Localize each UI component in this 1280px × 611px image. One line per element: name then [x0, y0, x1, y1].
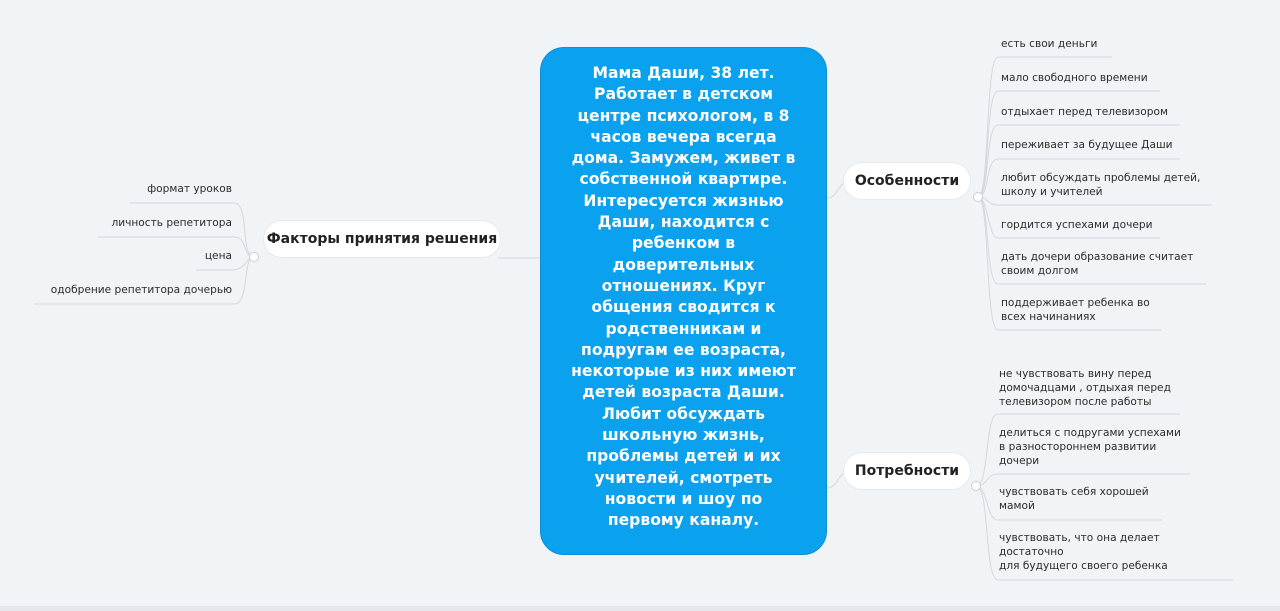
- leaf-need[interactable]: чувствовать себя хорошей мамой: [999, 486, 1149, 512]
- leaf-need[interactable]: чувствовать, что она делает достаточно для будущего своего ребенка: [999, 532, 1168, 572]
- leaf-feature[interactable]: переживает за будущее Даши: [1001, 139, 1173, 151]
- leaf-factor[interactable]: одобрение репетитора дочерью: [50, 284, 232, 296]
- collapse-knob-factors[interactable]: [249, 252, 259, 262]
- canvas-bottom-edge: [0, 606, 1280, 611]
- leaf-feature[interactable]: гордится успехами дочери: [1001, 219, 1153, 231]
- leaf-factor[interactable]: формат уроков: [147, 183, 232, 195]
- branch-features[interactable]: Особенности: [844, 163, 970, 199]
- central-topic[interactable]: Мама Даши, 38 лет. Работает в детском центре психологом, в 8 часов вечера всегда дома. Замужем, живет в собственной квартире. Интересуется жизнью Даши, находится с ребенком в доверительных отношениях. Круг общения сводится к родственникам и подругам ее возраста, некоторые из них имеют детей возраста Даши. Любит обсуждать школьную жизнь, проблемы детей и их учителей, смотреть новости и шоу по первому каналу.: [540, 47, 827, 555]
- collapse-knob-needs[interactable]: [971, 481, 981, 491]
- leaf-feature[interactable]: поддерживает ребенка во всех начинаниях: [1001, 297, 1150, 323]
- branch-factors[interactable]: Факторы принятия решения: [264, 221, 500, 257]
- leaf-feature[interactable]: мало свободного времени: [1001, 72, 1148, 84]
- leaf-feature[interactable]: отдыхает перед телевизором: [1001, 106, 1168, 118]
- leaf-feature[interactable]: дать дочери образование считает своим долгом: [1001, 251, 1194, 277]
- leaf-factor[interactable]: личность репетитора: [111, 217, 232, 229]
- leaf-need[interactable]: делиться с подругами успехами в разностороннем развитии дочери: [999, 427, 1181, 467]
- leaf-feature[interactable]: любит обсуждать проблемы детей, школу и учителей: [1001, 172, 1201, 198]
- collapse-knob-features[interactable]: [973, 192, 983, 202]
- leaf-need[interactable]: не чувствовать вину перед домочадцами , отдыхая перед телевизором после работы: [999, 368, 1171, 408]
- branch-needs[interactable]: Потребности: [844, 453, 970, 489]
- leaf-factor[interactable]: цена: [204, 250, 232, 262]
- leaf-feature[interactable]: есть свои деньги: [1001, 38, 1098, 50]
